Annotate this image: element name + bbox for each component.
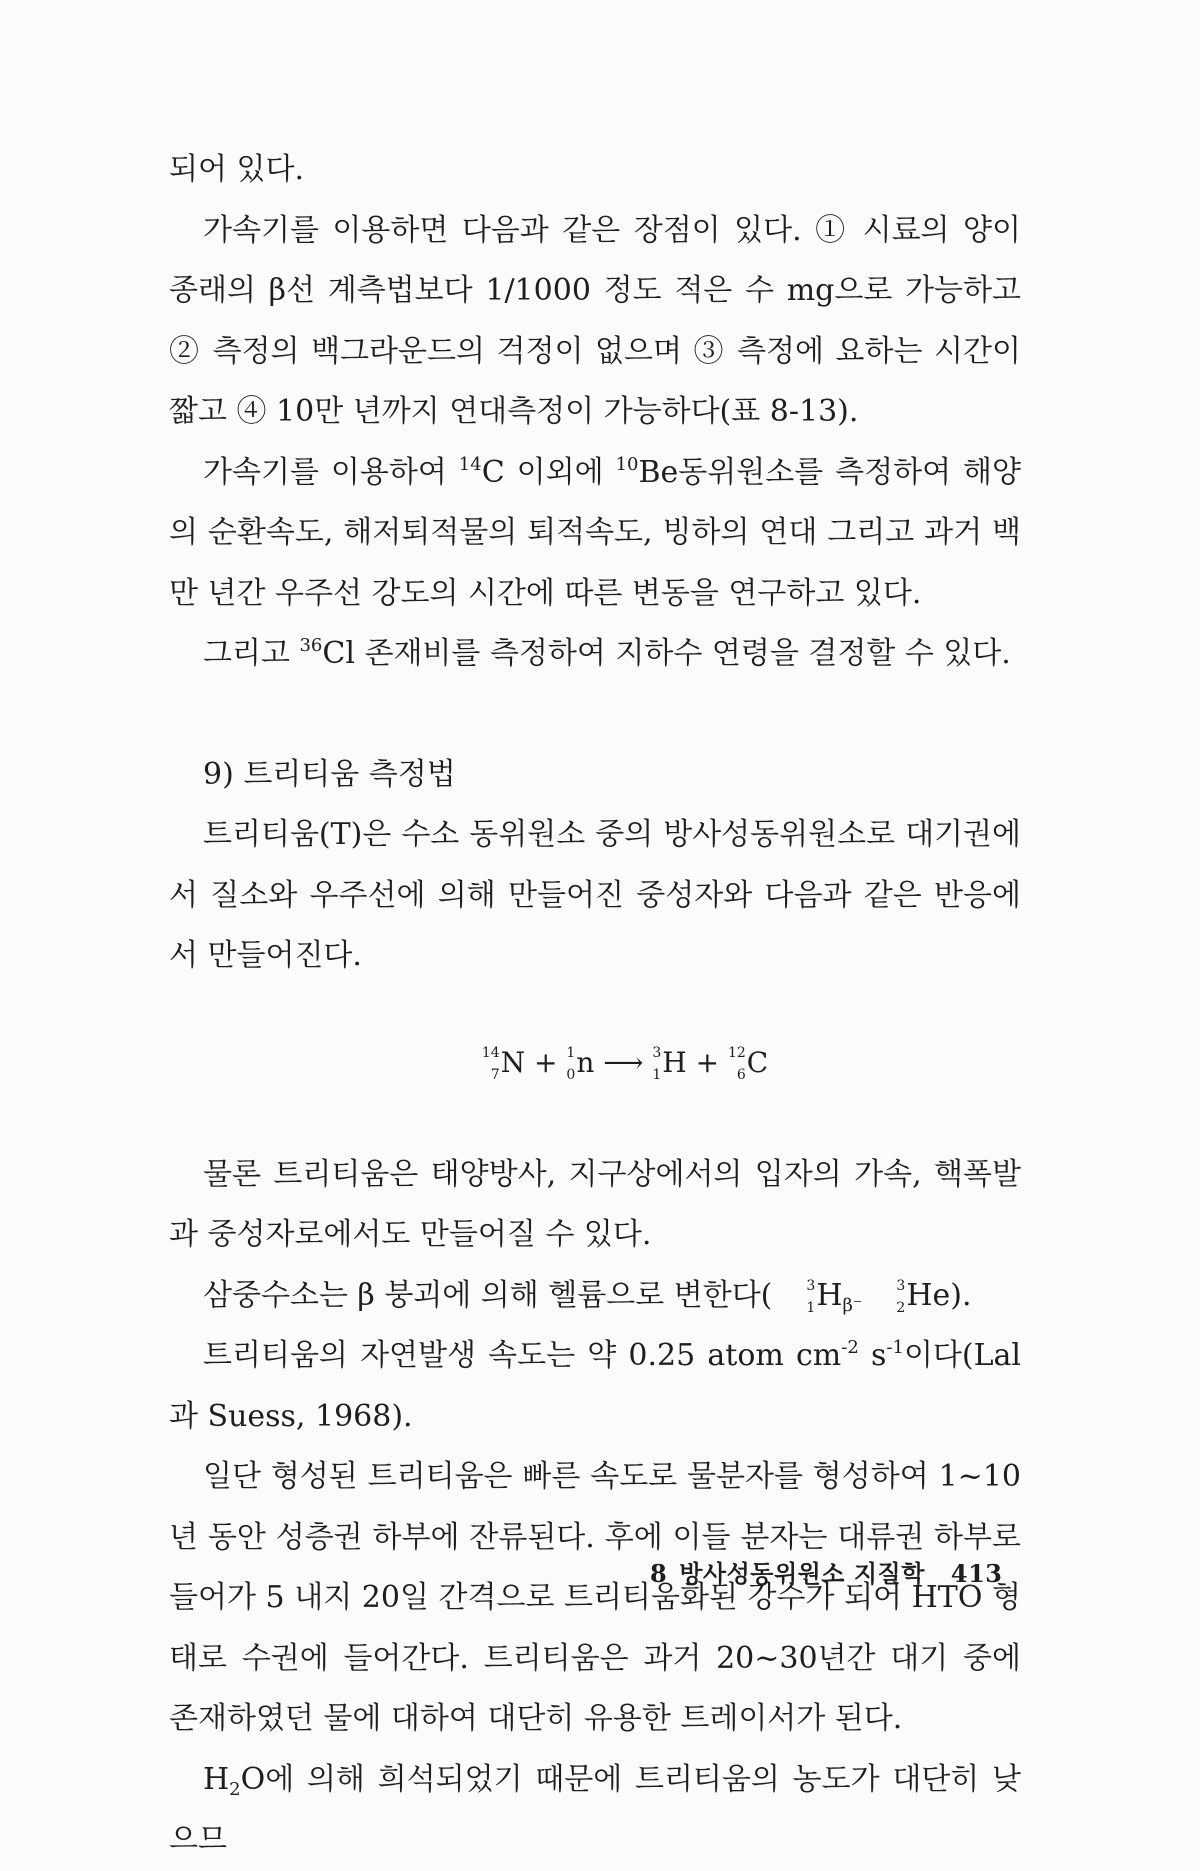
page-number: 413 <box>950 1559 1003 1588</box>
paragraph-dilution: $H_2O$에 의해 희석되었기 때문에 트리티움의 농도가 대단히 낮으므 <box>169 1761 1021 1857</box>
tritium-isotope-label: 3 1 <box>652 1045 662 1083</box>
be10-mass-number: 10 <box>615 453 639 475</box>
paragraph-accelerator-advantages: 가속기를 이용하면 다음과 같은 장점이 있다. ① 시료의 양이 종래의 β선 계측법보다 1/1000 정도 적은 수 mg으로 가능하고 ② 측정의 백그라운드의 걱정이 없으며 ③ 측정에 요하는 시간이 짧고 ④ 10만 년까지 연대측정이 가능하다(표 8-13). <box>169 212 1021 429</box>
cl36-mass-number: 36 <box>299 635 323 656</box>
paragraph-tritium-intro: 트리티움(T)은 수소 동위원소 중의 방사성동위원소로 대기권에서 질소와 우주선에 의해 만들어진 중성자와 다음과 같은 반응에서 만들어진다. <box>169 817 1021 973</box>
page-footer <box>650 1554 1015 1589</box>
paragraph-tritium-cycle: 일단 형성된 트리티움은 빠른 속도로 물분자를 형성하여 1~10년 동안 성층권 하부에 잔류된다. 후에 이들 분자는 대류권 하부로 들어가 5 내지 20일 간격으로 트리티움화된 강수가 되어 HTO 형태로 수권에 들어간다. 트리티움은 과거 20~30년간 대기 중에 존재하였던 물에 대하여 대단히 유용한 트레이서가 된다. <box>169 1459 1021 1736</box>
c14-mass-number: 14 <box>458 453 482 475</box>
nitrogen-isotope-label: 14 7 <box>481 1045 500 1083</box>
neutron-label: 1 0 <box>566 1045 576 1083</box>
carbon-isotope-label: 12 6 <box>727 1045 746 1083</box>
chapter-number: 8 <box>650 1559 668 1588</box>
paragraph-continued: 되어 있다. <box>169 152 304 187</box>
helium-label: 3 2 <box>896 1277 906 1316</box>
section-heading-tritium: 9) 트리티움 측정법 <box>203 756 456 792</box>
paragraph-tritium-sources: 물론 트리티움은 태양방사, 지구상에서의 입자의 가속, 핵폭발과 중성자로에서도 만들어질 수 있다. <box>169 1156 1021 1252</box>
paragraph-accelerator-uses: 가속기를 이용하여 $^{14}$C 이외에 $^{10}$Be동위원소를 측정하여 해양의 순환속도, 해저퇴적물의 퇴적속도, 빙하의 연대 그리고 과거 백만 년간 우주선 강도의 시간에 따른 변동을 연구하고 있다. <box>169 453 1022 611</box>
paragraph-production-rate: 트리티움의 자연발생 속도는 약 0.25 atom $cm^{-2}$ $s^{-1}$이다(Lal과 Suess, 1968). <box>169 1337 1022 1434</box>
chapter-title: 방사성동위원소 지질학 <box>679 1559 925 1588</box>
beta-arrow: β⁻ <box>842 1294 863 1316</box>
paragraph-chlorine36: 그리고 $^{36}$Cl 존재비를 측정하여 지하수 연령을 결정할 수 있다. <box>203 635 1011 671</box>
nuclear-reaction-equation: 14 7 N + 1 0 n ⟶ 3 1 H + 12 6 C <box>481 1045 769 1083</box>
reaction-arrow: ⟶ <box>603 1045 644 1079</box>
paragraph-tritium-decay: 삼중수소는 β 붕괴에 의해 헬륨으로 변한다( 3 1 $H_{\beta^-}$ 3 2 He). <box>203 1277 972 1316</box>
body-text <box>169 140 1021 1871</box>
tritium-decay-label: 3 1 <box>806 1277 816 1316</box>
